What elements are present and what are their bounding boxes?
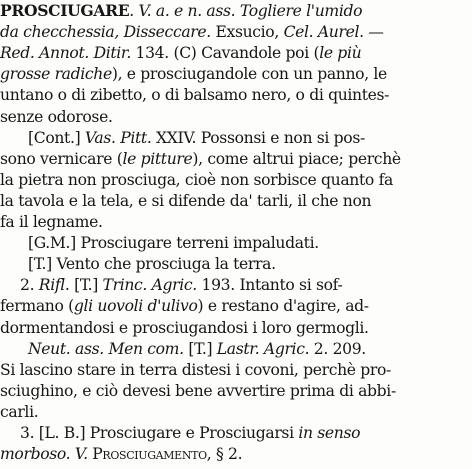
text-run: 2. 209. [309, 339, 366, 358]
text-run: fermano ( [0, 297, 74, 316]
text-run: ), come altrui piace; perchè [192, 149, 401, 168]
entry-line [0, 42, 472, 64]
text-run: 193. Intanto si sof- [196, 276, 343, 295]
entry-line [0, 317, 472, 339]
text-run: gli uovoli d'ulivo [73, 297, 198, 316]
text-run: 3. [L. B.] Prosciugare e Prosciugarsi [20, 424, 299, 442]
text-run: ), e prosciugandole con un panno, le [111, 65, 387, 84]
text-run: sono vernicare ( [0, 149, 123, 168]
entry-line [0, 169, 472, 191]
entry-line [0, 63, 472, 85]
entry-line [0, 211, 472, 233]
text-run: dormentandosi e prosciugandosi i loro germogli. [0, 318, 369, 337]
entry-line [0, 190, 472, 212]
entry-line [0, 0, 472, 22]
text-run: [T.] Vento che prosciuga la terra. [28, 255, 276, 274]
entry-line [0, 380, 472, 402]
text-run: . [129, 2, 139, 20]
text-run: untano o di zibetto, o di balsamo nero, o di quintes- [0, 86, 390, 105]
text-run: le pitture [122, 149, 193, 168]
text-run: senze odorose. [0, 107, 113, 126]
cross-reference: Prosciugamento [87, 445, 207, 464]
text-run: Trinc. Agric. [102, 276, 197, 295]
entry-line [20, 422, 472, 444]
text-run: Exsucio, [210, 23, 284, 42]
text-run: fa il legname. [0, 213, 103, 231]
entry-line [0, 106, 472, 128]
text-run: [G.M.] Prosciugare terreni impaludati. [28, 234, 319, 253]
entry-line [0, 84, 472, 106]
text-run: , § 2. [206, 445, 243, 464]
text-run: V. a. e n. ass. Togliere l'umido [138, 2, 363, 20]
entry-line [0, 359, 472, 381]
text-run: Neut. ass. Men com. [28, 339, 184, 358]
text-run: carli. [0, 402, 39, 421]
entry-line [28, 253, 472, 275]
headword: PROSCIUGARE [0, 1, 130, 20]
text-run: Si lascino stare in terra distesi i covoni, perchè pro- [0, 360, 391, 379]
text-run: 2. [20, 276, 39, 295]
text-run: grosse radiche [0, 65, 112, 84]
text-run: Vas. Pitt. [84, 128, 152, 147]
text-run: le più [319, 44, 362, 63]
entry-line [0, 443, 472, 465]
text-run: sciughino, e ciò devesi bene avvertire prima di abbi- [0, 381, 396, 400]
entry-line [28, 338, 472, 360]
text-run: Red. Annot. Ditir. [0, 44, 131, 63]
text-run: da checchessia, Disseccare. [0, 23, 211, 42]
text-run: [T.] [183, 339, 217, 358]
text-run: Rifl. [38, 276, 70, 295]
text-run: [T.] [69, 276, 103, 295]
text-run: Cel. Aurel. — [283, 23, 384, 42]
entry-line [28, 127, 472, 149]
text-run: Lastr. Agric. [216, 339, 310, 358]
text-run: XXIV. Possonsi e non si pos- [151, 128, 365, 147]
entry-line [0, 401, 472, 423]
text-run: [Cont.] [28, 128, 85, 147]
text-run: la tavola e la tela, e si difende da' tarli, il che non [0, 191, 372, 210]
text-run: morboso. V. [0, 445, 88, 464]
entry-line [28, 232, 472, 254]
text-run: 134. (C) Cavandole poi ( [130, 44, 320, 63]
entry-line [0, 295, 472, 317]
entry-line [0, 21, 472, 43]
entry-line [20, 274, 472, 296]
entry-line [0, 148, 472, 170]
text-run: la pietra non prosciuga, cioè non sorbisce quanto fa [0, 170, 393, 189]
text-run: ) e restano d'agire, ad- [197, 297, 369, 316]
text-run: in senso [298, 424, 361, 442]
